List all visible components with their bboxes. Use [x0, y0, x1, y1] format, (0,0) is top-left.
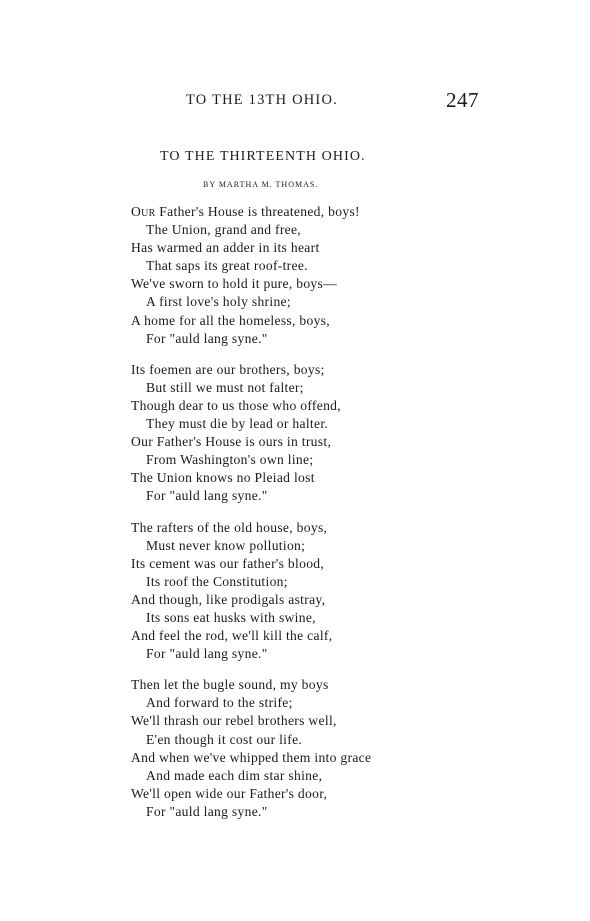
poem-line: Our Father's House is ours in trust,: [131, 434, 332, 450]
first-word: Our: [131, 204, 156, 219]
poem-line: A first love's holy shrine;: [146, 294, 291, 310]
poem-line: Then let the bugle sound, my boys: [131, 677, 329, 693]
poem-line: That saps its great roof-tree.: [146, 258, 308, 274]
stanza-4: [131, 676, 551, 821]
poem-line: And made each dim star shine,: [146, 767, 323, 783]
poem-line: The rafters of the old house, boys,: [131, 519, 328, 535]
running-title: TO THE 13TH OHIO.: [186, 92, 338, 108]
poem-line: A home for all the homeless, boys,: [131, 312, 330, 328]
stanza-2: [131, 361, 551, 506]
poem-line: Though dear to us those who offend,: [131, 397, 341, 413]
page-number: 247: [446, 88, 479, 112]
poem-title: TO THE THIRTEENTH OHIO.: [160, 149, 366, 164]
stanza-3: [131, 519, 551, 664]
poem-line: [131, 203, 551, 221]
poem-line: But still we must not falter;: [146, 379, 304, 395]
poem-line: Its foemen are our brothers, boys;: [131, 361, 325, 377]
poem-line: We'll open wide our Father's door,: [131, 785, 328, 801]
poem-line: And though, like prodigals astray,: [131, 591, 326, 607]
poem-line: And forward to the strife;: [146, 695, 293, 711]
poem-line: We've sworn to hold it pure, boys—: [131, 276, 337, 292]
stanza-1: [131, 203, 551, 348]
poem-body: [131, 203, 551, 834]
running-head: [0, 88, 590, 116]
poem-line: They must die by lead or halter.: [146, 416, 329, 432]
poem-line: And feel the rod, we'll kill the calf,: [131, 628, 333, 644]
poem-line: And when we've whipped them into grace: [131, 749, 372, 765]
poem-line: For "auld lang syne.": [146, 803, 268, 819]
poem-line: For "auld lang syne.": [146, 330, 268, 346]
poem-line: For "auld lang syne.": [146, 646, 268, 662]
poem-line: The Union knows no Pleiad lost: [131, 470, 315, 486]
poem-line: Must never know pollution;: [146, 537, 306, 553]
poem-line: We'll thrash our rebel brothers well,: [131, 713, 337, 729]
poem-line: The Union, grand and free,: [146, 222, 302, 238]
poem-line: Its sons eat husks with swine,: [146, 609, 316, 625]
poem-line: From Washington's own line;: [146, 452, 314, 468]
poem-line: For "auld lang syne.": [146, 488, 268, 504]
first-line-rest: Father's House is threatened, boys!: [155, 204, 360, 219]
poem-line: E'en though it cost our life.: [146, 731, 303, 747]
poem-line: Its roof the Constitution;: [146, 573, 288, 589]
poem-line: Has warmed an adder in its heart: [131, 240, 320, 256]
poem-line: Its cement was our father's blood,: [131, 555, 325, 571]
poem-byline: BY MARTHA M. THOMAS.: [203, 180, 319, 189]
